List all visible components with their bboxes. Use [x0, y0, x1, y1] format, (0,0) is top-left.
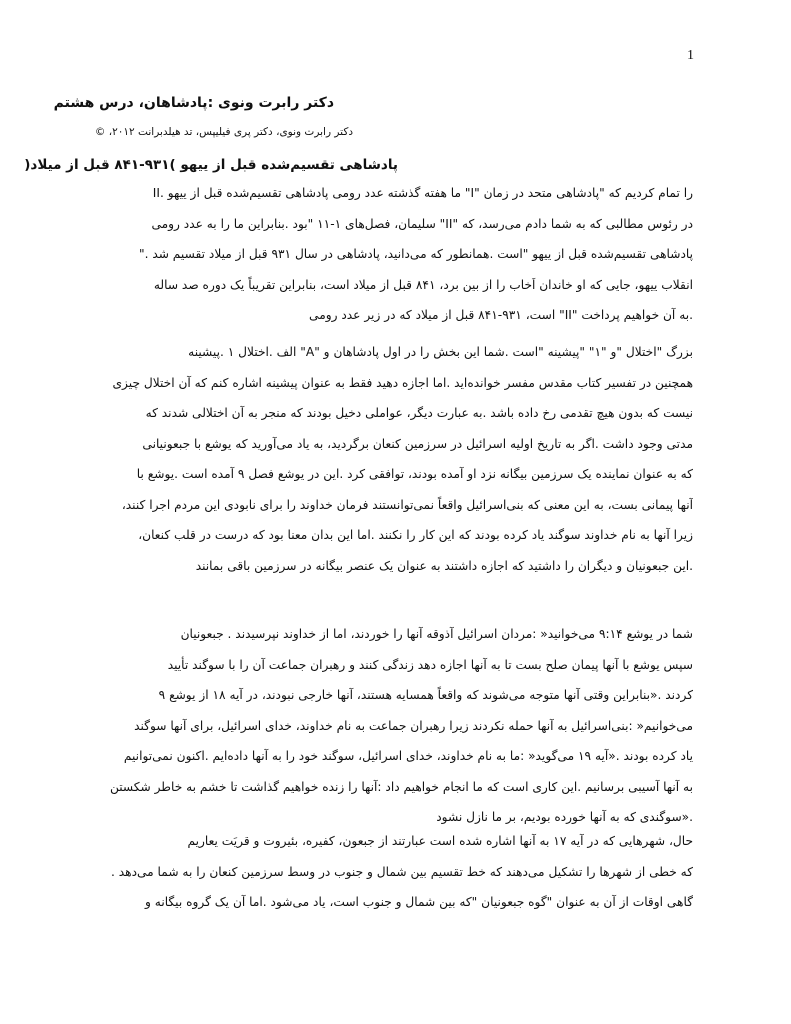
text-line: می‌خوانیم« :بنی‌اسرائیل به آنها حمله نکردند زیرا رهبران جماعت به نام خداوند، خدای اسرائیل، برای آنها سوگند — [134, 718, 693, 733]
page-number: 1 — [687, 48, 694, 63]
text-line: شما در یوشع ۹:۱۴ می‌خوانید« :مردان اسرائیل آذوقه آنها را خوردند، اما از خداوند نپرسیدند . جبعونیان — [180, 627, 693, 641]
text-line: در رئوس مطالبی که به شما دادم می‌رسد، که "II" سلیمان، فصل‌های ۱-۱۱ "بود .بنابراین ما را به عدد رومی — [151, 216, 693, 231]
text-line: .به آن خواهیم پرداخت "II" است، ۹۳۱-۸۴۱ قبل از میلاد که در زیر عدد رومی — [309, 308, 693, 322]
text-line: انقلاب ییهو، جایی که او خاندان اَخاب را از بین برد، ۸۴۱ قبل از میلاد است، بنابراین تقریباً یک دوره صد ساله — [153, 277, 693, 292]
paragraph-cities — [93, 826, 693, 918]
text-line: .این جبعونیان و دیگران را داشتید که اجازه داشتند به عنوان یک عنصر بیگانه در سرزمین باقی بمانند — [195, 558, 693, 573]
text-line: که خطی از شهرها را تشکیل می‌دهند که خط تقسیم بین شمال و جنوب در وسط سرزمین کنعان را به شما می‌دهد . — [111, 864, 693, 879]
text-line: سپس یوشع با آنها پیمان صلح بست تا به آنها اجازه دهد زندگی کنند و رهبران جماعت آن را با سوگند تأیید — [167, 657, 693, 672]
lecture-title: دکتر رابرت ونوی :پادشاهان، درس هشتم — [53, 95, 334, 111]
text-line: .«سوگندی که به آنها خورده بودیم، بر ما نازل نشود — [436, 810, 693, 824]
text-line: یاد کرده بودند .«آیه ۱۹ می‌گوید« :ما به نام خداوند، خدای اسرائیل، سوگند خود را به آنها داده‌ایم .اکنون نمی‌توانیم — [123, 749, 693, 763]
text-line: گاهی اوقات از آن به عنوان "گوه جبعونیان "که بین شمال و جنوب است، یاد می‌شود .اما آن یک گروه بیگانه و — [145, 895, 693, 909]
text-line: کردند .«بنابراین وقتی آنها متوجه می‌شوند که واقعاً همسایه هستند، آنها خارجی نبودند، در آیه ۱۸ از یوشع ۹ — [158, 688, 693, 702]
section-heading: پادشاهی تقسیم‌شده قبل از ییهو )۹۳۱-۸۴۱ قبل از میلاد( — [24, 157, 398, 173]
paragraph-joshua-quote — [93, 619, 693, 833]
text-line: که به عنوان نماینده یک سرزمین بیگانه نزد او آمده بودند، توافقی کرد .این در یوشع فصل ۹ آمده است .یوشع با — [136, 467, 693, 481]
text-line: بزرگ "اختلال "و "۱" "پیشینه "است .شما این بخش را در اول پادشاهان و "A" الف .اختلال ۱ .پیشینه — [188, 345, 693, 359]
text-line: آنها پیمانی بست، به این معنی که بنی‌اسرائیل واقعاً نمی‌توانستند فرمان خداوند را برای نابودی این مردم اجرا کنند، — [121, 497, 693, 512]
text-line: حال، شهرهایی که در آیه ۱۷ به آنها اشاره شده است عبارتند از جبعون، کفیره، بئیروت و قریَت یعاریم — [187, 834, 693, 848]
text-line: زیرا آنها به نام خداوند سوگند یاد کرده بودند که این کار را نکنند .اما این بدان معنا بود که درست در قلب کنعان، — [138, 528, 693, 542]
paragraph-intro — [93, 178, 693, 331]
paragraph-background — [93, 337, 693, 581]
text-line: مدتی وجود داشت .اگر به تاریخ اولیه اسرائیل در سرزمین کنعان برگردید، به یاد می‌آورید که یوشع با جبعونیانی — [142, 436, 693, 451]
text-line: پادشاهی تقسیم‌شده قبل از ییهو "است .همانطور که می‌دانید، پادشاهی در سال ۹۳۱ قبل از میلاد تقسیم شد ." — [138, 247, 693, 261]
text-line: نیست که بدون هیچ تقدمی رخ داده باشد .به عبارت دیگر، عواملی دخیل بودند که منجر به آن اختلالی شدند که — [145, 406, 693, 420]
text-line: به آنها آسیبی برسانیم .این کاری است که ما انجام خواهیم داد :آنها را زنده خواهیم گذاشت تا خشم به خاطر شکستن — [109, 779, 693, 794]
text-line: را تمام کردیم که "پادشاهی متحد در زمان "I" ما هفته گذشته عدد رومی پادشاهی تقسیم‌شده قبل از ییهو .II — [152, 186, 693, 200]
copyright-line: دکتر رابرت ونوی، دکتر پری فیلیپس، تد هیلدبرانت ۲۰۱۲، © — [94, 126, 353, 138]
text-line: همچنین در تفسیر کتاب مقدس مفسر خوانده‌اید .اما اجازه دهید فقط به عنوان پیشینه اشاره کنم که آن اختلال چیزی — [112, 375, 693, 390]
